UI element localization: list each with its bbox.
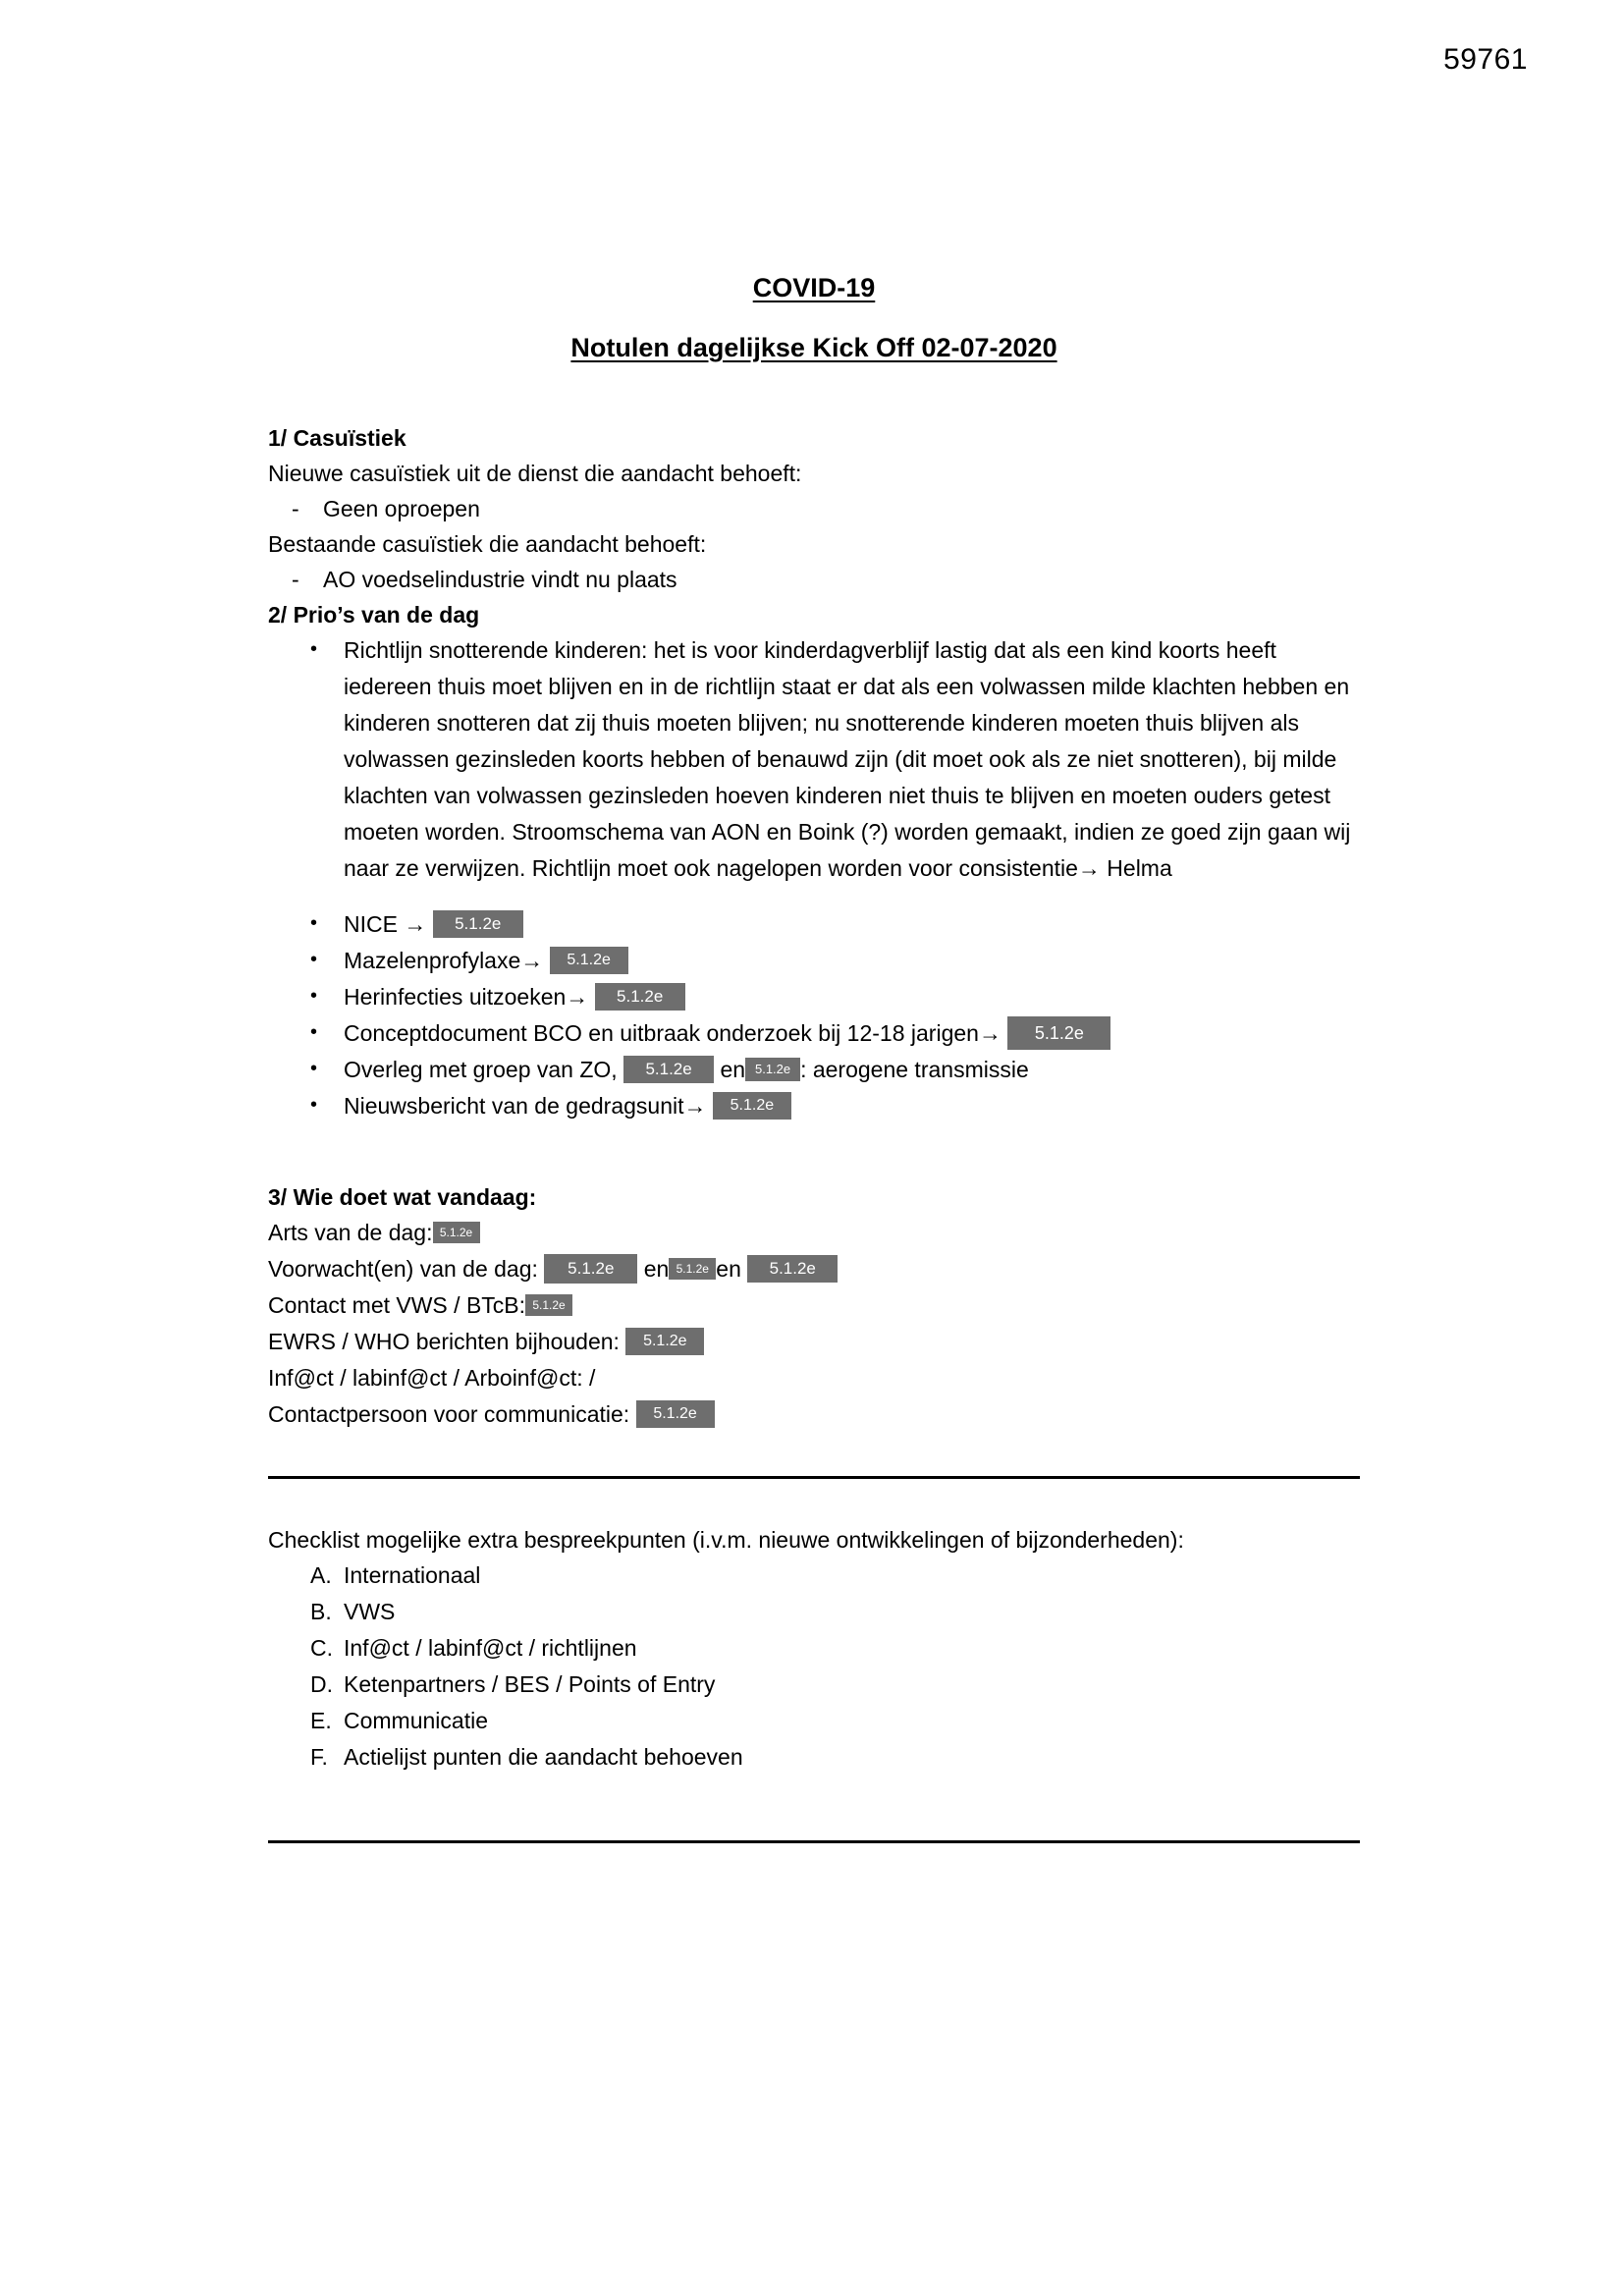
page-number: 59761 — [1443, 43, 1528, 76]
checklist-item-d — [268, 1667, 1360, 1703]
section-2-bullet-overleg-separator: en — [720, 1057, 746, 1082]
section-2-bullet-nice-label: NICE — [344, 911, 405, 937]
section-2-bullet-nieuwsbericht-label: Nieuwsbericht van de gedragsunit — [344, 1093, 684, 1119]
checklist-item-d-label: Ketenpartners / BES / Points of Entry — [344, 1671, 716, 1697]
checklist-intro: Checklist mogelijke extra bespreekpunten (i.v.m. nieuwe ontwikkelingen of bijzonderheden): — [268, 1527, 1184, 1553]
section-3-heading: 3/ Wie doet wat vandaag: — [268, 1184, 537, 1210]
document-title-notulen-text: Notulen dagelijkse Kick Off 02-07-2020 — [570, 333, 1057, 362]
section-3-arts-van-de-dag — [268, 1215, 1360, 1251]
section-3-voorwacht-sep-2: en — [716, 1256, 741, 1282]
section-2-bullet-conceptdocument — [268, 1015, 1360, 1052]
section-2-heading: 2/ Prio’s van de dag — [268, 602, 480, 628]
section-2-long-bullet-text: Richtlijn snotterende kinderen: het is voor kinderdagverblijf lastig dat als een kind koorts heeft iedereen thuis moet blijven en in de richtlijn staat er dat als een volwassen milde klachten hebben en kinderen snotteren dat zij thuis moeten blijven; nu snotterende kinderen moeten thuis blijven als volwassen gezinsleden koorts hebben of benauwd zijn (dit moet ook als ze niet snotteren), bij milde klachten van volwassen gezinsleden hoeven kinderen niet thuis te blijven en moeten ouders getest moeten worden. Stroomschema van AON en Boink (?) worden gemaakt, indien ze goed zijn gaan wij naar ze verwijzen. Richtlijn moet ook nagelopen worden voor consistentie→ Helma — [344, 637, 1351, 881]
bullet-marker: • — [310, 1058, 318, 1079]
section-3-contact-vws-label: Contact met VWS / BTcB: — [268, 1292, 526, 1318]
redaction-box: 5.1.2e — [525, 1294, 572, 1316]
dash-marker: - — [292, 567, 299, 592]
section-2-bullet-mazelenprofylaxe-label: Mazelenprofylaxe — [344, 948, 521, 973]
section-3-infact — [268, 1360, 1360, 1396]
document-title-covid — [268, 275, 1360, 301]
section-1-item-new — [268, 491, 1360, 526]
checklist-item-e-label: Communicatie — [344, 1708, 488, 1733]
bullet-marker: • — [310, 912, 318, 934]
divider-bottom — [268, 1840, 1360, 1843]
section-2-bullet-overleg — [268, 1052, 1360, 1088]
section-1-heading: 1/ Casuïstiek — [268, 425, 406, 451]
section-2-bullet-herinfecties-label: Herinfecties uitzoeken — [344, 984, 567, 1010]
redaction-box: 5.1.2e — [747, 1255, 838, 1283]
section-2-bullet-mazelenprofylaxe — [268, 943, 1360, 979]
checklist-item-e — [268, 1703, 1360, 1739]
redaction-box: 5.1.2e — [636, 1400, 715, 1428]
arrow-icon: → — [520, 948, 544, 973]
section-3-contactpersoon — [268, 1396, 1360, 1433]
document-title-covid-text: COVID-19 — [752, 273, 876, 302]
redaction-box: 5.1.2e — [669, 1258, 716, 1280]
checklist-item-b-label: VWS — [344, 1599, 396, 1624]
section-1-intro-existing: Bestaande casuïstiek die aandacht behoeft: — [268, 531, 707, 557]
section-3-infact-label: Inf@ct / labinf@ct / Arboinf@ct: / — [268, 1365, 596, 1391]
checklist-marker-b: B. — [310, 1599, 332, 1624]
redaction-box: 5.1.2e — [623, 1056, 714, 1083]
section-3-ewrs-who — [268, 1324, 1360, 1360]
dash-marker: - — [292, 496, 299, 521]
redaction-box: 5.1.2e — [625, 1328, 704, 1355]
checklist-marker-a: A. — [310, 1562, 332, 1588]
arrow-icon: → — [404, 911, 427, 937]
redaction-box: 5.1.2e — [1007, 1016, 1110, 1050]
section-1-item-new-label: Geen oproepen — [323, 496, 480, 521]
checklist-item-c-label: Inf@ct / labinf@ct / richtlijnen — [344, 1635, 637, 1661]
section-2-bullet-nieuwsbericht — [268, 1088, 1360, 1124]
redaction-box: 5.1.2e — [595, 983, 685, 1011]
arrow-icon: → — [566, 984, 589, 1010]
bullet-marker: • — [310, 949, 318, 970]
redaction-box: 5.1.2e — [433, 910, 523, 938]
arrow-icon: → — [683, 1093, 707, 1119]
checklist-item-f — [268, 1739, 1360, 1776]
redaction-box: 5.1.2e — [745, 1058, 800, 1081]
bullet-marker: • — [310, 638, 318, 660]
bullet-marker: • — [310, 1021, 318, 1043]
checklist-item-b — [268, 1594, 1360, 1630]
section-2-bullet-conceptdocument-label: Conceptdocument BCO en uitbraak onderzoek bij 12-18 jarigen — [344, 1020, 979, 1046]
section-2-bullet-nice — [268, 906, 1360, 943]
section-3-voorwacht — [268, 1251, 1360, 1287]
checklist-item-a-label: Internationaal — [344, 1562, 481, 1588]
checklist-marker-d: D. — [310, 1671, 333, 1697]
arrow-icon: → — [978, 1020, 1001, 1046]
document-content — [268, 275, 1360, 1843]
redaction-box: 5.1.2e — [544, 1254, 637, 1284]
redaction-box: 5.1.2e — [433, 1222, 480, 1243]
checklist-marker-c: C. — [310, 1635, 333, 1661]
checklist-marker-e: E. — [310, 1708, 332, 1733]
bullet-marker: • — [310, 985, 318, 1007]
redaction-box: 5.1.2e — [713, 1092, 791, 1120]
section-3-voorwacht-sep-1: en — [643, 1256, 670, 1282]
checklist-marker-f: F. — [310, 1744, 328, 1770]
document-title-notulen — [268, 335, 1360, 361]
section-3-contact-vws — [268, 1287, 1360, 1324]
section-3-voorwacht-label: Voorwacht(en) van de dag: — [268, 1256, 538, 1282]
checklist-item-a — [268, 1558, 1360, 1594]
section-1-item-existing — [268, 562, 1360, 597]
bullet-marker: • — [310, 1094, 318, 1116]
section-1-intro-new: Nieuwe casuïstiek uit de dienst die aandacht behoeft: — [268, 461, 802, 486]
section-3-ewrs-who-label: EWRS / WHO berichten bijhouden: — [268, 1329, 620, 1354]
section-3-arts-van-de-dag-label: Arts van de dag: — [268, 1220, 433, 1245]
section-2-bullet-herinfecties — [268, 979, 1360, 1015]
checklist-item-c — [268, 1630, 1360, 1667]
section-1-item-existing-label: AO voedselindustrie vindt nu plaats — [323, 567, 677, 592]
redaction-box: 5.1.2e — [550, 947, 628, 974]
section-2-long-bullet — [268, 632, 1360, 887]
section-2-bullet-overleg-label: Overleg met groep van ZO, — [344, 1057, 618, 1082]
section-3-contactpersoon-label: Contactpersoon voor communicatie: — [268, 1401, 630, 1427]
checklist-item-f-label: Actielijst punten die aandacht behoeven — [344, 1744, 743, 1770]
section-2-bullet-overleg-suffix: : aerogene transmissie — [800, 1057, 1029, 1082]
